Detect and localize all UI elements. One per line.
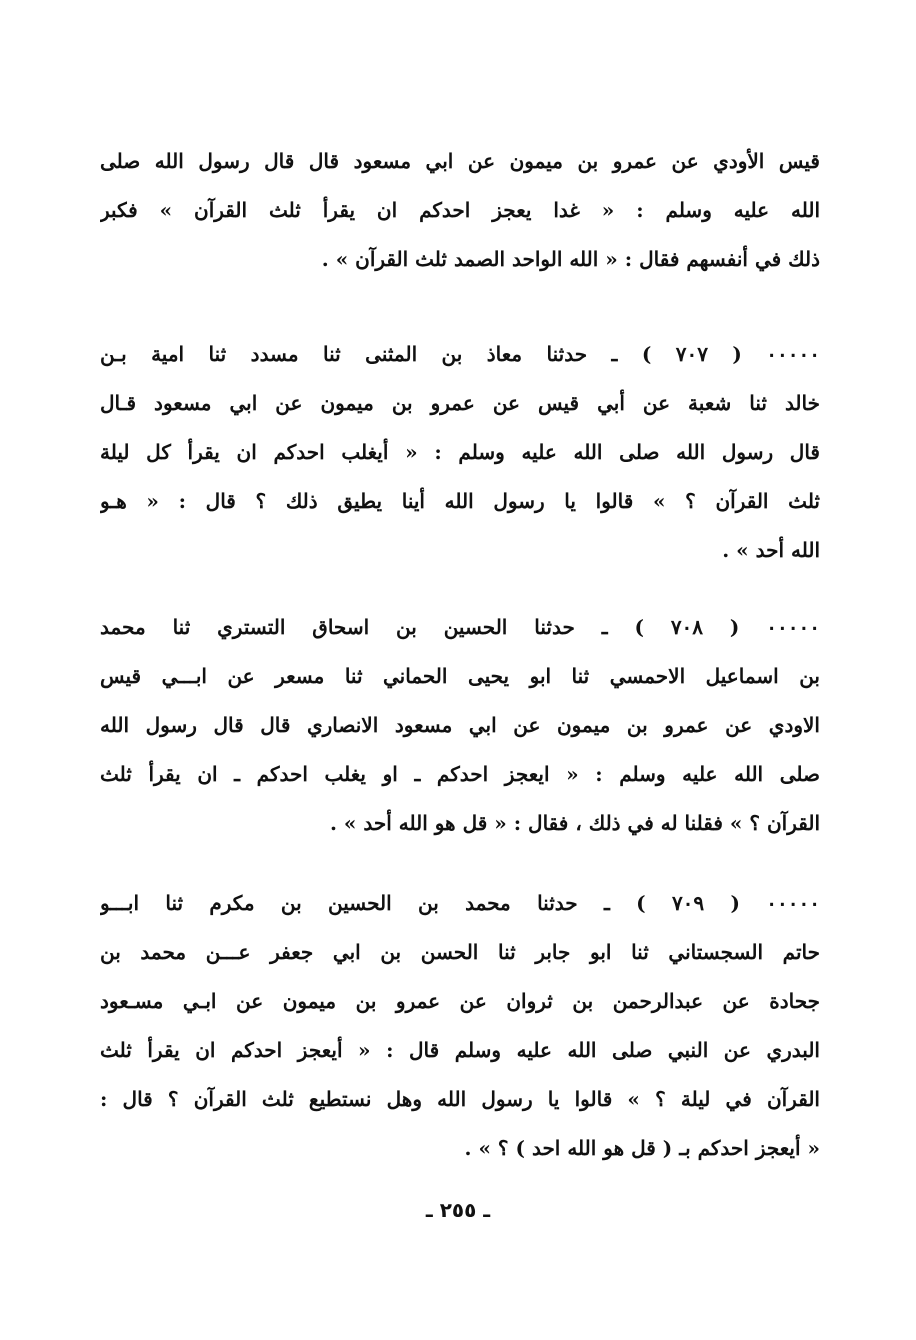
text-line: ثلث القرآن ؟ » قالوا يا رسول الله أينا يطيق ذلك ؟ قال : « هـو — [100, 489, 820, 513]
text-line: البدري عن النبي صلى الله عليه وسلم قال : « أيعجز احدكم ان يقرأ ثلث — [100, 1038, 820, 1062]
page-number: ـ ٢٥٥ ـ — [425, 1198, 491, 1222]
text-line: قيس الأودي عن عمرو بن ميمون عن ابي مسعود قال قال رسول الله صلى — [100, 149, 820, 173]
text-line: بن اسماعيل الاحمسي ثنا ابو يحيى الحماني ثنا مسعر عن ابـــي قيس — [100, 664, 820, 688]
hadith-709 — [100, 879, 820, 1173]
hadith-707 — [100, 330, 820, 575]
text-line: « أيعجز احدكم بـ ( قل هو الله احد ) ؟ » . — [464, 1136, 820, 1160]
text-line: خالد ثنا شعبة عن أبي قيس عن عمرو بن ميمون عن ابي مسعود قـال — [100, 391, 820, 415]
text-line: ٠٠٠٠٠ ( ٧٠٧ ) ـ حدثنا معاذ بن المثنى ثنا مسدد ثنا امية بـن — [100, 342, 820, 366]
text-line: صلى الله عليه وسلم : « ايعجز احدكم ـ او يغلب احدكم ـ ان يقرأ ثلث — [100, 762, 820, 786]
text-line: الله أحد » . — [722, 538, 820, 562]
text-line: قال رسول الله صلى الله عليه وسلم : « أيغلب احدكم ان يقرأ كل ليلة — [100, 440, 820, 464]
text-line: ذلك في أنفسهم فقال : « الله الواحد الصمد ثلث القرآن » . — [321, 247, 820, 271]
text-line: الاودي عن عمرو بن ميمون عن ابي مسعود الانصاري قال قال رسول الله — [100, 713, 820, 737]
text-line: جحادة عن عبدالرحمن بن ثروان عن عمرو بن ميمون عن ابـي مسـعود — [100, 989, 820, 1013]
text-line: ٠٠٠٠٠ ( ٧٠٩ ) ـ حدثنا محمد بن الحسين بن مكرم ثنا ابـــو — [100, 891, 820, 915]
text-line: ٠٠٠٠٠ ( ٧٠٨ ) ـ حدثنا الحسين بن اسحاق التستري ثنا محمد — [100, 615, 820, 639]
text-line: القرآن ؟ » فقلنا له في ذلك ، فقال : « قل هو الله أحد » . — [330, 811, 820, 835]
text-line: الله عليه وسلم : « غدا يعجز احدكم ان يقرأ ثلث القرآن » فكبر — [100, 198, 820, 222]
hadith-708 — [100, 603, 820, 848]
text-line: القرآن في ليلة ؟ » قالوا يا رسول الله وهل نستطيع ثلث القرآن ؟ قال : — [100, 1087, 820, 1111]
text-line: حاتم السجستاني ثنا ابو جابر ثنا الحسن بن ابي جعفر عـــن محمد بن — [100, 940, 820, 964]
paragraph-continuation — [100, 137, 820, 284]
